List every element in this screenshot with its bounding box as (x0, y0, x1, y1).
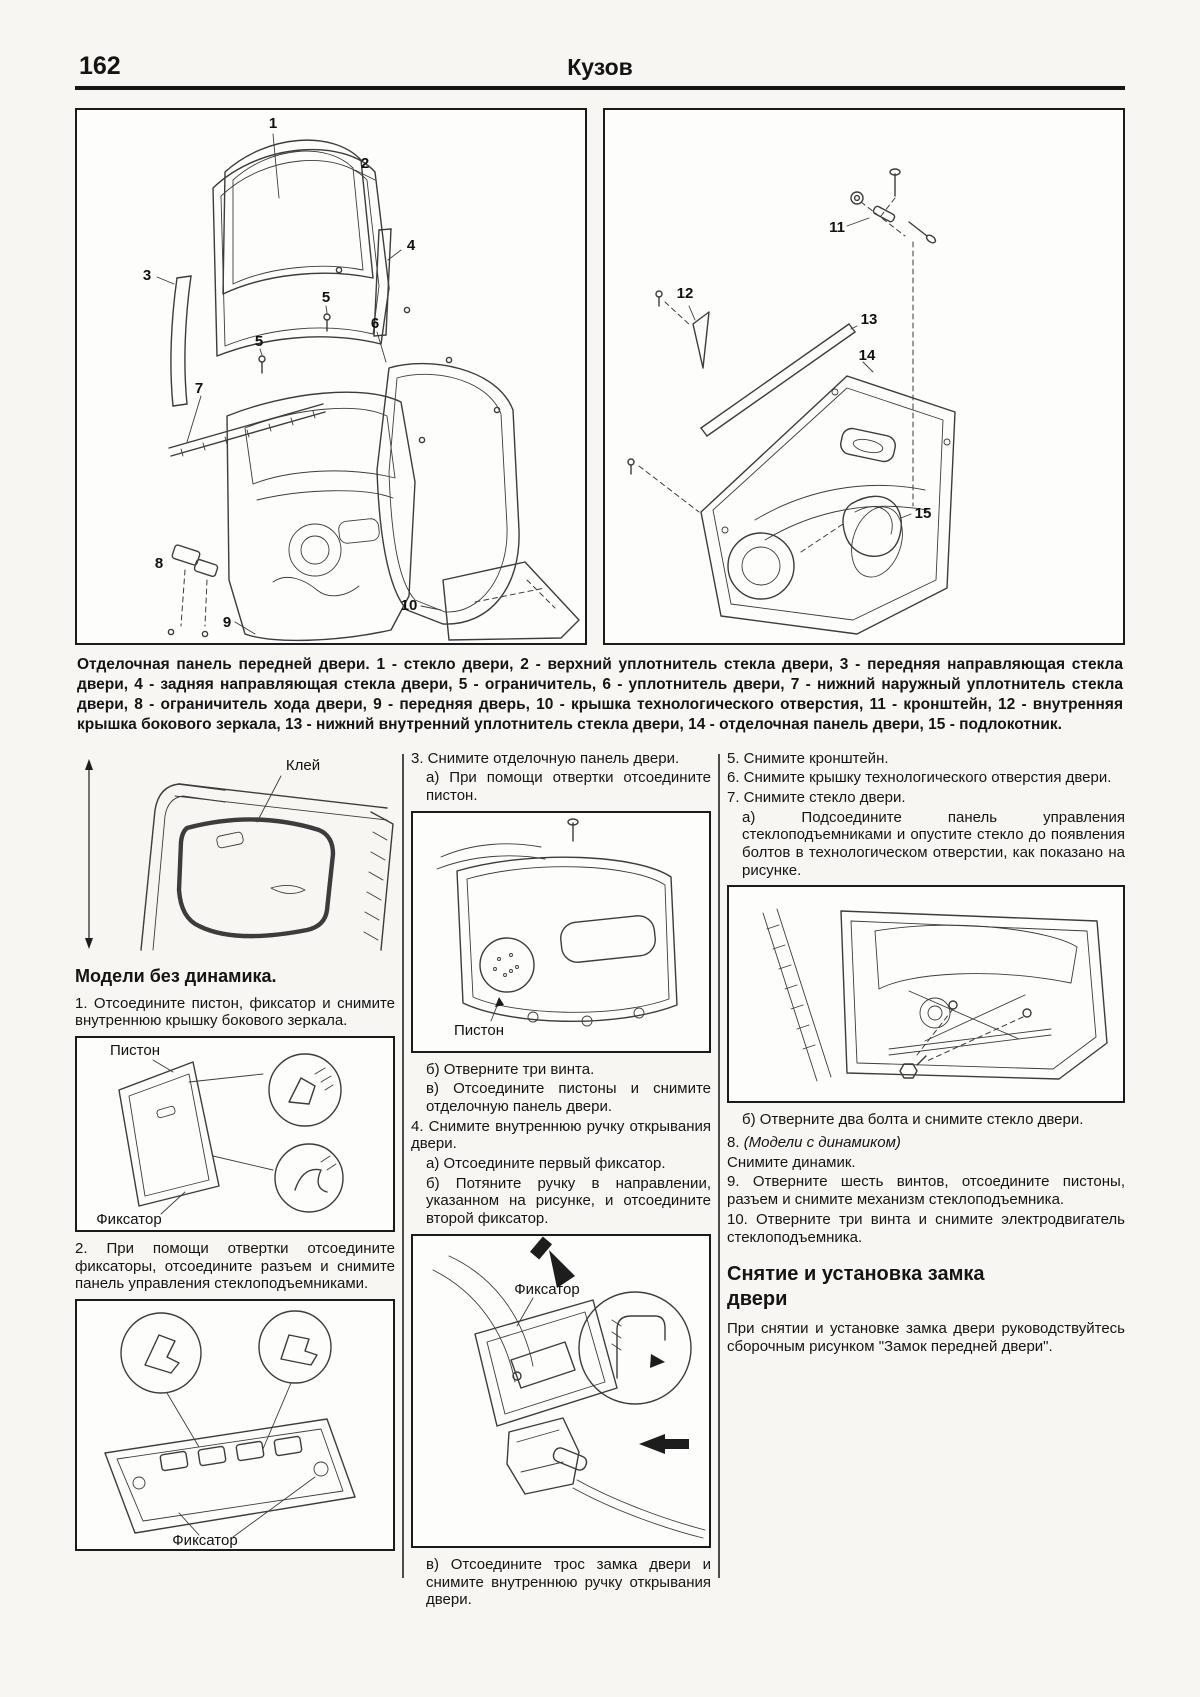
callout-12: 12 (676, 285, 694, 302)
step-6: 6. Снимите крышку технологического отверстия двери. (727, 769, 1112, 787)
figure-glue-bead (75, 750, 395, 956)
step-9: 9. Отверните шесть винтов, отсоедините пистоны, разъем и снимите механизм стеклоподъемника. (727, 1173, 1125, 1209)
step-4c: в) Отсоедините трос замка двери и снимите внутреннюю ручку открывания двери. (426, 1555, 711, 1609)
step-7b: б) Отверните два болта и снимите стекло двери. (742, 1111, 1084, 1129)
column-middle (411, 750, 711, 1614)
figure-door-glass-exploded (75, 108, 587, 645)
door-trim-exploded-art (605, 110, 1122, 642)
page-title: Кузов (567, 54, 633, 80)
top-figures (75, 108, 1125, 645)
step-3b: б) Отверните три винта. (426, 1060, 595, 1078)
column-divider-2 (718, 754, 720, 1578)
switch-fixator-label: Фиксатор (172, 1532, 238, 1549)
step-10: 10. Отверните три винта и снимите электродвигатель стеклоподъемника. (727, 1210, 1125, 1246)
step-5: 5. Снимите кронштейн. (727, 749, 889, 767)
step-4: 4. Снимите внутреннюю ручку открывания двери. (411, 1117, 711, 1153)
figure-window-switch-panel (75, 1299, 395, 1551)
models-without-speaker-heading: Модели без динамика. (75, 965, 277, 986)
callout-1: 1 (268, 115, 278, 132)
figure-caption: Отделочная панель передней двери. 1 - стекло двери, 2 - верхний уплотнитель стекла двери, 3 - передняя направляющая стекла двери, 4 - задняя направляющая стекла двери, 5 - ограничитель, 6 - уплотнитель двери, 7 - нижний наружный уплотнитель стекла двери, 8 - ограничитель хода двери, 9 - передняя дверь, 10 - крышка технологического отверстия, 11 - кронштейн, 12 - внутренняя крышка бокового зеркала, 13 - нижний внутренний уплотнитель стекла двери, 14 - отделочная панель двери, 15 - подлокотник. (77, 656, 1123, 734)
door-glass-exploded-art (77, 110, 584, 642)
callout-3: 3 (142, 267, 152, 284)
window-switch-panel-art (77, 1301, 390, 1549)
column-right (727, 750, 1125, 1614)
callout-7: 7 (194, 380, 204, 397)
callout-4: 4 (406, 237, 416, 254)
step-8-note (727, 1134, 1125, 1152)
figure-trim-panel-piston (411, 811, 711, 1053)
header-rule (75, 86, 1125, 90)
callout-8: 8 (154, 555, 164, 572)
step-3a: а) При помощи отвертки отсоедините пистон. (426, 769, 711, 804)
column-divider-1 (402, 754, 404, 1578)
callout-14: 14 (858, 347, 876, 364)
callout-9: 9 (222, 614, 232, 631)
trim-panel-piston-art (413, 813, 706, 1051)
page-header (75, 0, 1125, 86)
step-3c: в) Отсоедините пистоны и снимите отделочную панель двери. (426, 1080, 711, 1115)
step-2: 2. При помощи отвертки отсоедините фиксаторы, отсоедините разъем и снимите панель управления стеклоподъемниками. (75, 1239, 395, 1293)
callout-5b: 5 (254, 333, 264, 350)
step-8-models-note: (Модели с динамиком) (743, 1134, 901, 1152)
step-8-number: 8. (727, 1134, 740, 1152)
callout-10: 10 (400, 597, 418, 614)
step-4a: а) Отсоедините первый фиксатор. (426, 1155, 666, 1173)
inner-handle-art (413, 1236, 706, 1546)
callout-2: 2 (360, 155, 370, 172)
step-4b: б) Потяните ручку в направлении, указанном на рисунке, и отсоедините второй фиксатор. (426, 1174, 711, 1228)
step-1: 1. Отсоедините пистон, фиксатор и снимите внутреннюю крышку бокового зеркала. (75, 994, 395, 1030)
figure-mirror-cover (75, 1036, 395, 1232)
lock-removal-heading: Снятие и установка замка двери (727, 1263, 985, 1311)
step-3: 3. Снимите отделочную панель двери. (411, 749, 680, 767)
callout-11: 11 (829, 219, 845, 236)
mirror-cover-art (77, 1038, 390, 1230)
glass-bolts-art (729, 887, 1120, 1101)
glue-label: Клей (285, 756, 321, 774)
lock-removal-text: При снятии и установке замка двери руководствуйтесь сборочным рисунком "Замок передней двери". (727, 1320, 1125, 1355)
callout-5a: 5 (321, 289, 331, 306)
step-7: 7. Снимите стекло двери. (727, 788, 906, 806)
figure-inner-handle (411, 1234, 711, 1548)
handle-fixator-label: Фиксатор (514, 1280, 580, 1298)
figure-door-trim-exploded (603, 108, 1125, 645)
column-left (75, 750, 395, 1614)
figure-glass-bolts (727, 885, 1125, 1103)
step-8-text: Снимите динамик. (727, 1153, 856, 1171)
mirror-piston-label: Пистон (110, 1041, 160, 1059)
step-7a: а) Подсоедините панель управления стеклоподъемниками и опустите стекло до появления болтов в технологическом отверстии, как показано на рисунке. (742, 808, 1125, 879)
panel-piston-label: Пистон (454, 1021, 504, 1039)
callout-13: 13 (860, 311, 878, 328)
callout-6: 6 (370, 315, 380, 332)
callout-15: 15 (914, 505, 932, 522)
mirror-fixator-label: Фиксатор (96, 1210, 162, 1228)
page-number: 162 (79, 52, 121, 80)
instructions (75, 750, 1125, 1614)
